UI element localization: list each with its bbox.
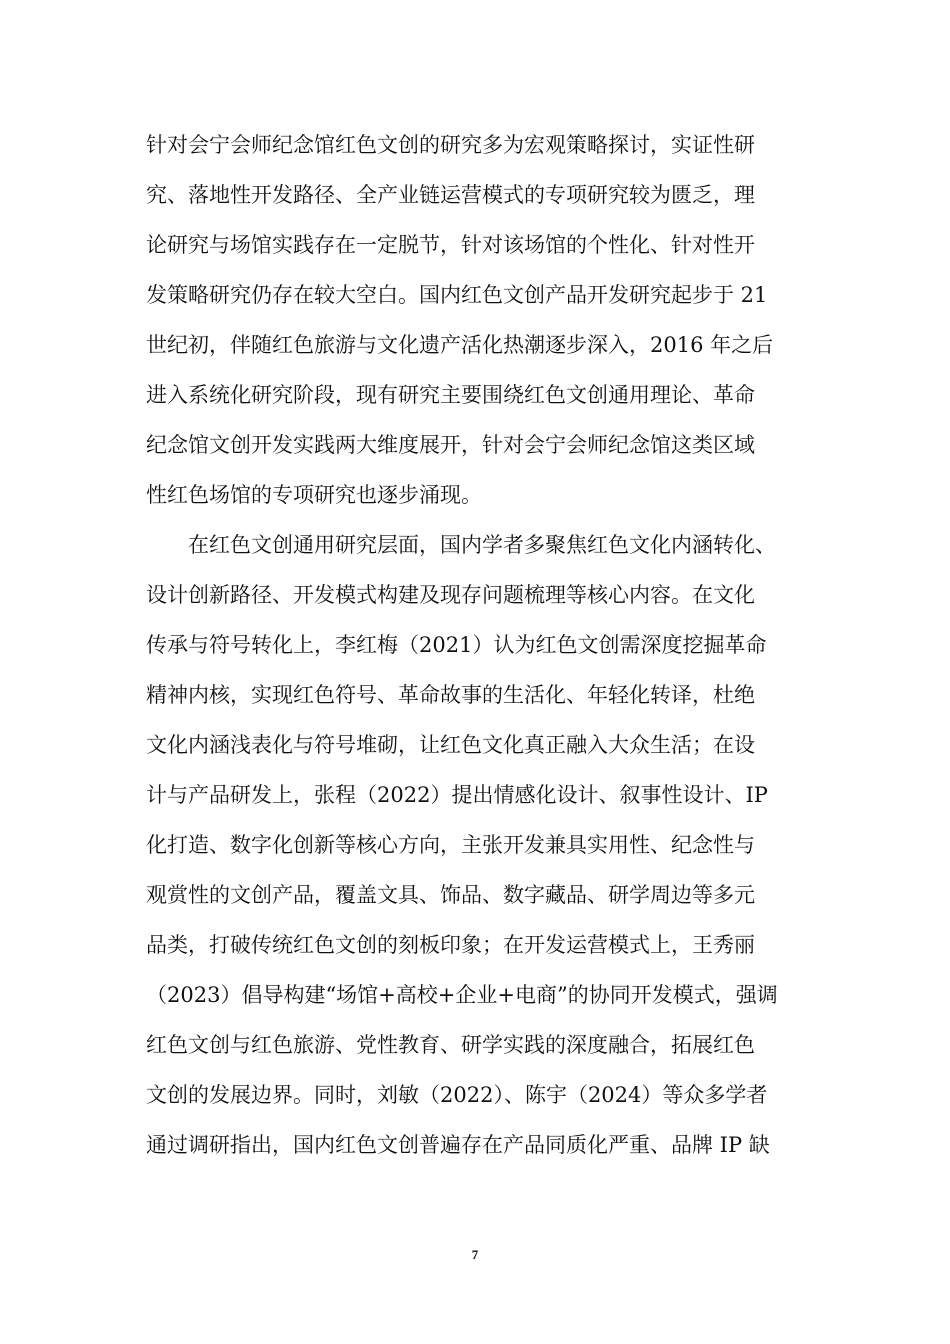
text-line: 文化内涵浅表化与符号堆砌，让红色文化真正融入大众生活；在设 [146, 733, 755, 757]
text-line: 品类，打破传统红色文创的刻板印象；在开发运营模式上，王秀丽 [146, 933, 755, 957]
text-line: 文创的发展边界。同时，刘敏（2022）、陈宇（2024）等众多学者 [146, 1083, 768, 1107]
page-number: 7 [471, 1247, 479, 1262]
text-line: 性红色场馆的专项研究也逐步涌现。 [146, 483, 482, 507]
text-line: 发策略研究仍存在较大空白。国内红色文创产品开发研究起步于 21 [146, 283, 768, 307]
text-line: 在红色文创通用研究层面，国内学者多聚焦红色文化内涵转化、 [188, 533, 776, 557]
text-line: 世纪初，伴随红色旅游与文化遗产活化热潮逐步深入，2016 年之后 [146, 333, 774, 357]
text-line: 传承与符号转化上，李红梅（2021）认为红色文创需深度挖掘革命 [146, 633, 767, 657]
text-line: 设计创新路径、开发模式构建及现存问题梳理等核心内容。在文化 [146, 583, 755, 607]
text-line: 化打造、数字化创新等核心方向，主张开发兼具实用性、纪念性与 [146, 833, 755, 857]
text-line: 究、落地性开发路径、全产业链运营模式的专项研究较为匮乏，理 [146, 183, 755, 207]
text-line: 论研究与场馆实践存在一定脱节，针对该场馆的个性化、针对性开 [146, 233, 755, 257]
text-line: 精神内核，实现红色符号、革命故事的生活化、年轻化转译，杜绝 [146, 683, 755, 707]
text-line: 进入系统化研究阶段，现有研究主要围绕红色文创通用理论、革命 [146, 383, 755, 407]
text-line: 计与产品研发上，张程（2022）提出情感化设计、叙事性设计、IP [146, 783, 768, 807]
paragraph [146, 520, 808, 1170]
text-line: 观赏性的文创产品，覆盖文具、饰品、数字藏品、研学周边等多元 [146, 883, 755, 907]
text-line: 纪念馆文创开发实践两大维度展开，针对会宁会师纪念馆这类区域 [146, 433, 755, 457]
text-line: 红色文创与红色旅游、党性教育、研学实践的深度融合，拓展红色 [146, 1033, 755, 1057]
text-line: 针对会宁会师纪念馆红色文创的研究多为宏观策略探讨，实证性研 [146, 133, 755, 157]
body-text [146, 120, 808, 1170]
text-line: 通过调研指出，国内红色文创普遍存在产品同质化严重、品牌 IP 缺 [146, 1133, 770, 1157]
text-line: （2023）倡导构建“场馆+高校+企业+电商”的协同开发模式，强调 [146, 983, 778, 1007]
paragraph [146, 120, 808, 520]
